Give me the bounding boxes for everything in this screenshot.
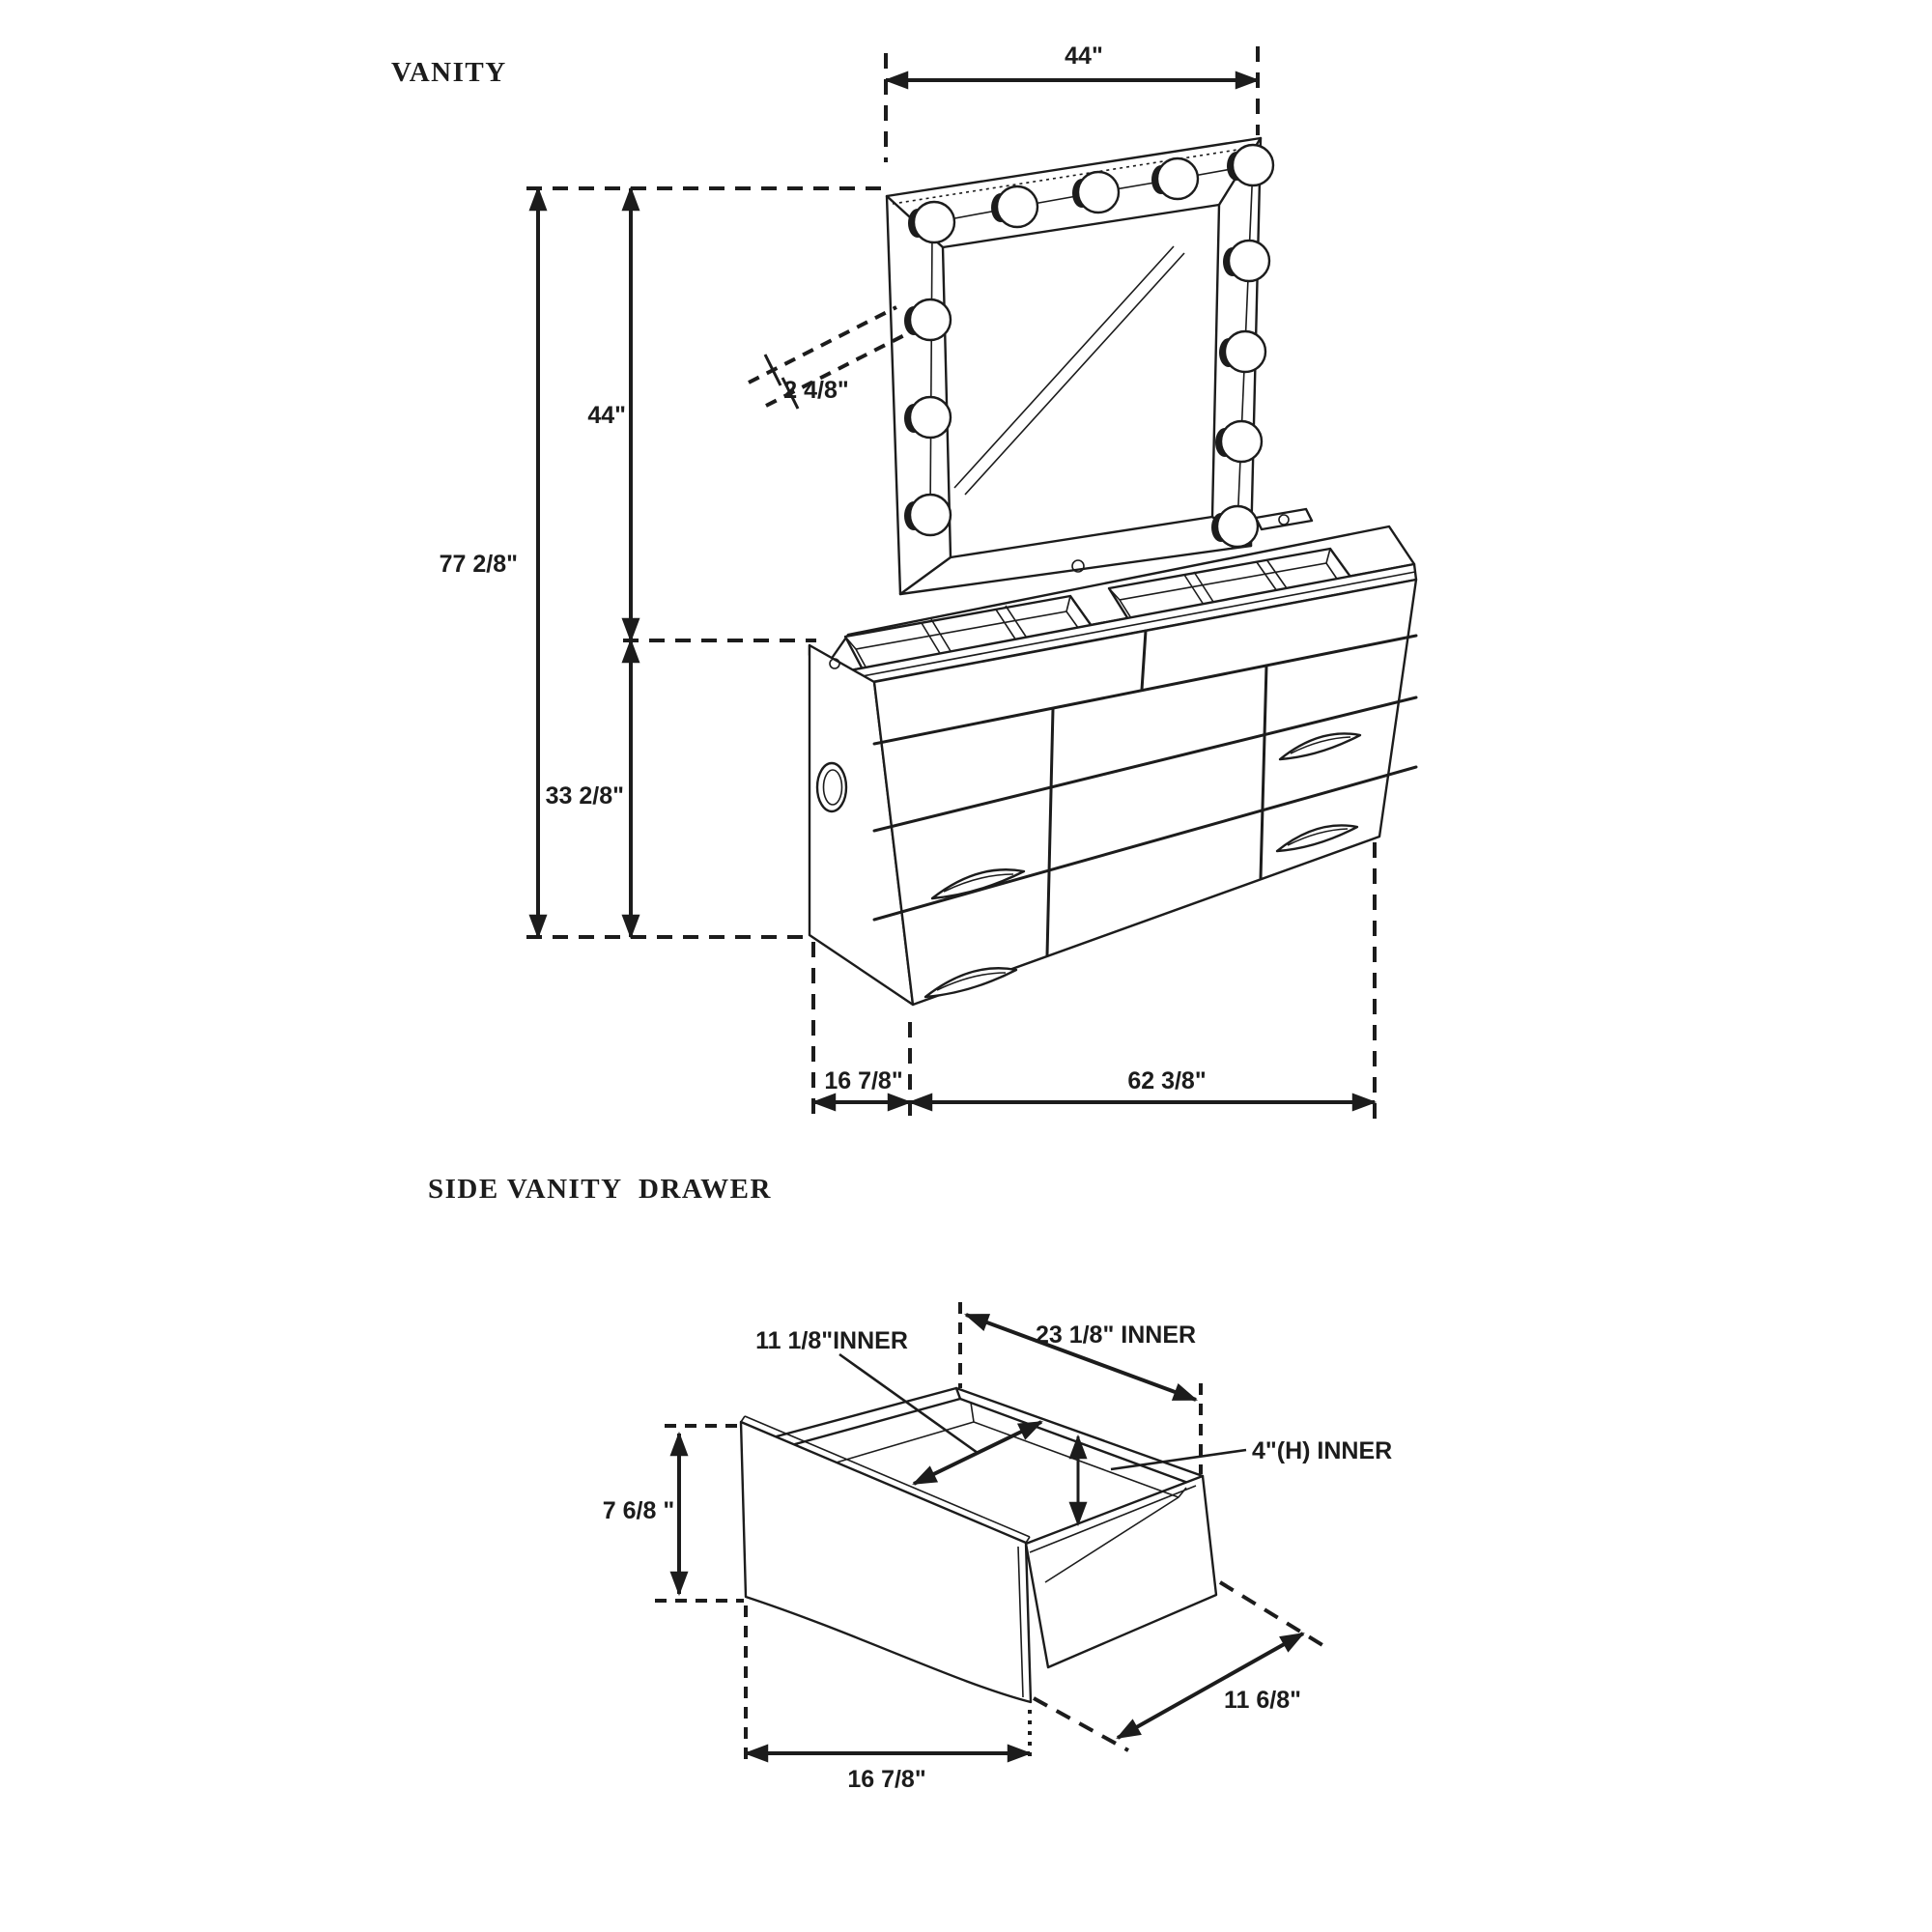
mirror-width-label: 44"	[1065, 43, 1103, 70]
side-drawer-figure	[428, 1174, 1392, 1793]
side-depth-label: 11 6/8"	[1224, 1687, 1301, 1714]
total-height-label: 77 2/8"	[439, 551, 518, 578]
front-width-label: 16 7/8"	[847, 1766, 926, 1793]
base-height-label: 33 2/8"	[545, 782, 624, 810]
dim-side-depth-arrow	[1118, 1634, 1303, 1738]
inner-height-label: 4"(H) INNER	[1252, 1437, 1393, 1464]
vanity-title: VANITY	[391, 57, 507, 88]
mirror-height-label: 44"	[587, 402, 626, 429]
vanity-figure	[391, 43, 1416, 1119]
frame-thickness-label: 2 4/8"	[783, 377, 849, 404]
front-panel-face	[741, 1422, 1031, 1702]
front-height-label: 7 6/8 "	[602, 1497, 675, 1524]
box-left-rim	[773, 1388, 960, 1447]
mirror-bracket	[1256, 509, 1312, 529]
mirror-glass	[943, 205, 1219, 557]
dim-inner-depth-arrow	[914, 1422, 1041, 1484]
box-right-side	[1026, 1476, 1216, 1667]
inner-depth-label: 11 1/8"INNER	[755, 1327, 908, 1354]
inner-width-label: 23 1/8" INNER	[1035, 1321, 1197, 1349]
base-width-label: 62 3/8"	[1127, 1067, 1207, 1094]
side-drawer-title: SIDE VANITY DRAWER	[428, 1174, 772, 1205]
drawer-front-panel	[741, 1416, 1031, 1702]
base-depth-label: 16 7/8"	[824, 1067, 903, 1094]
leader-inner-depth	[839, 1354, 978, 1453]
